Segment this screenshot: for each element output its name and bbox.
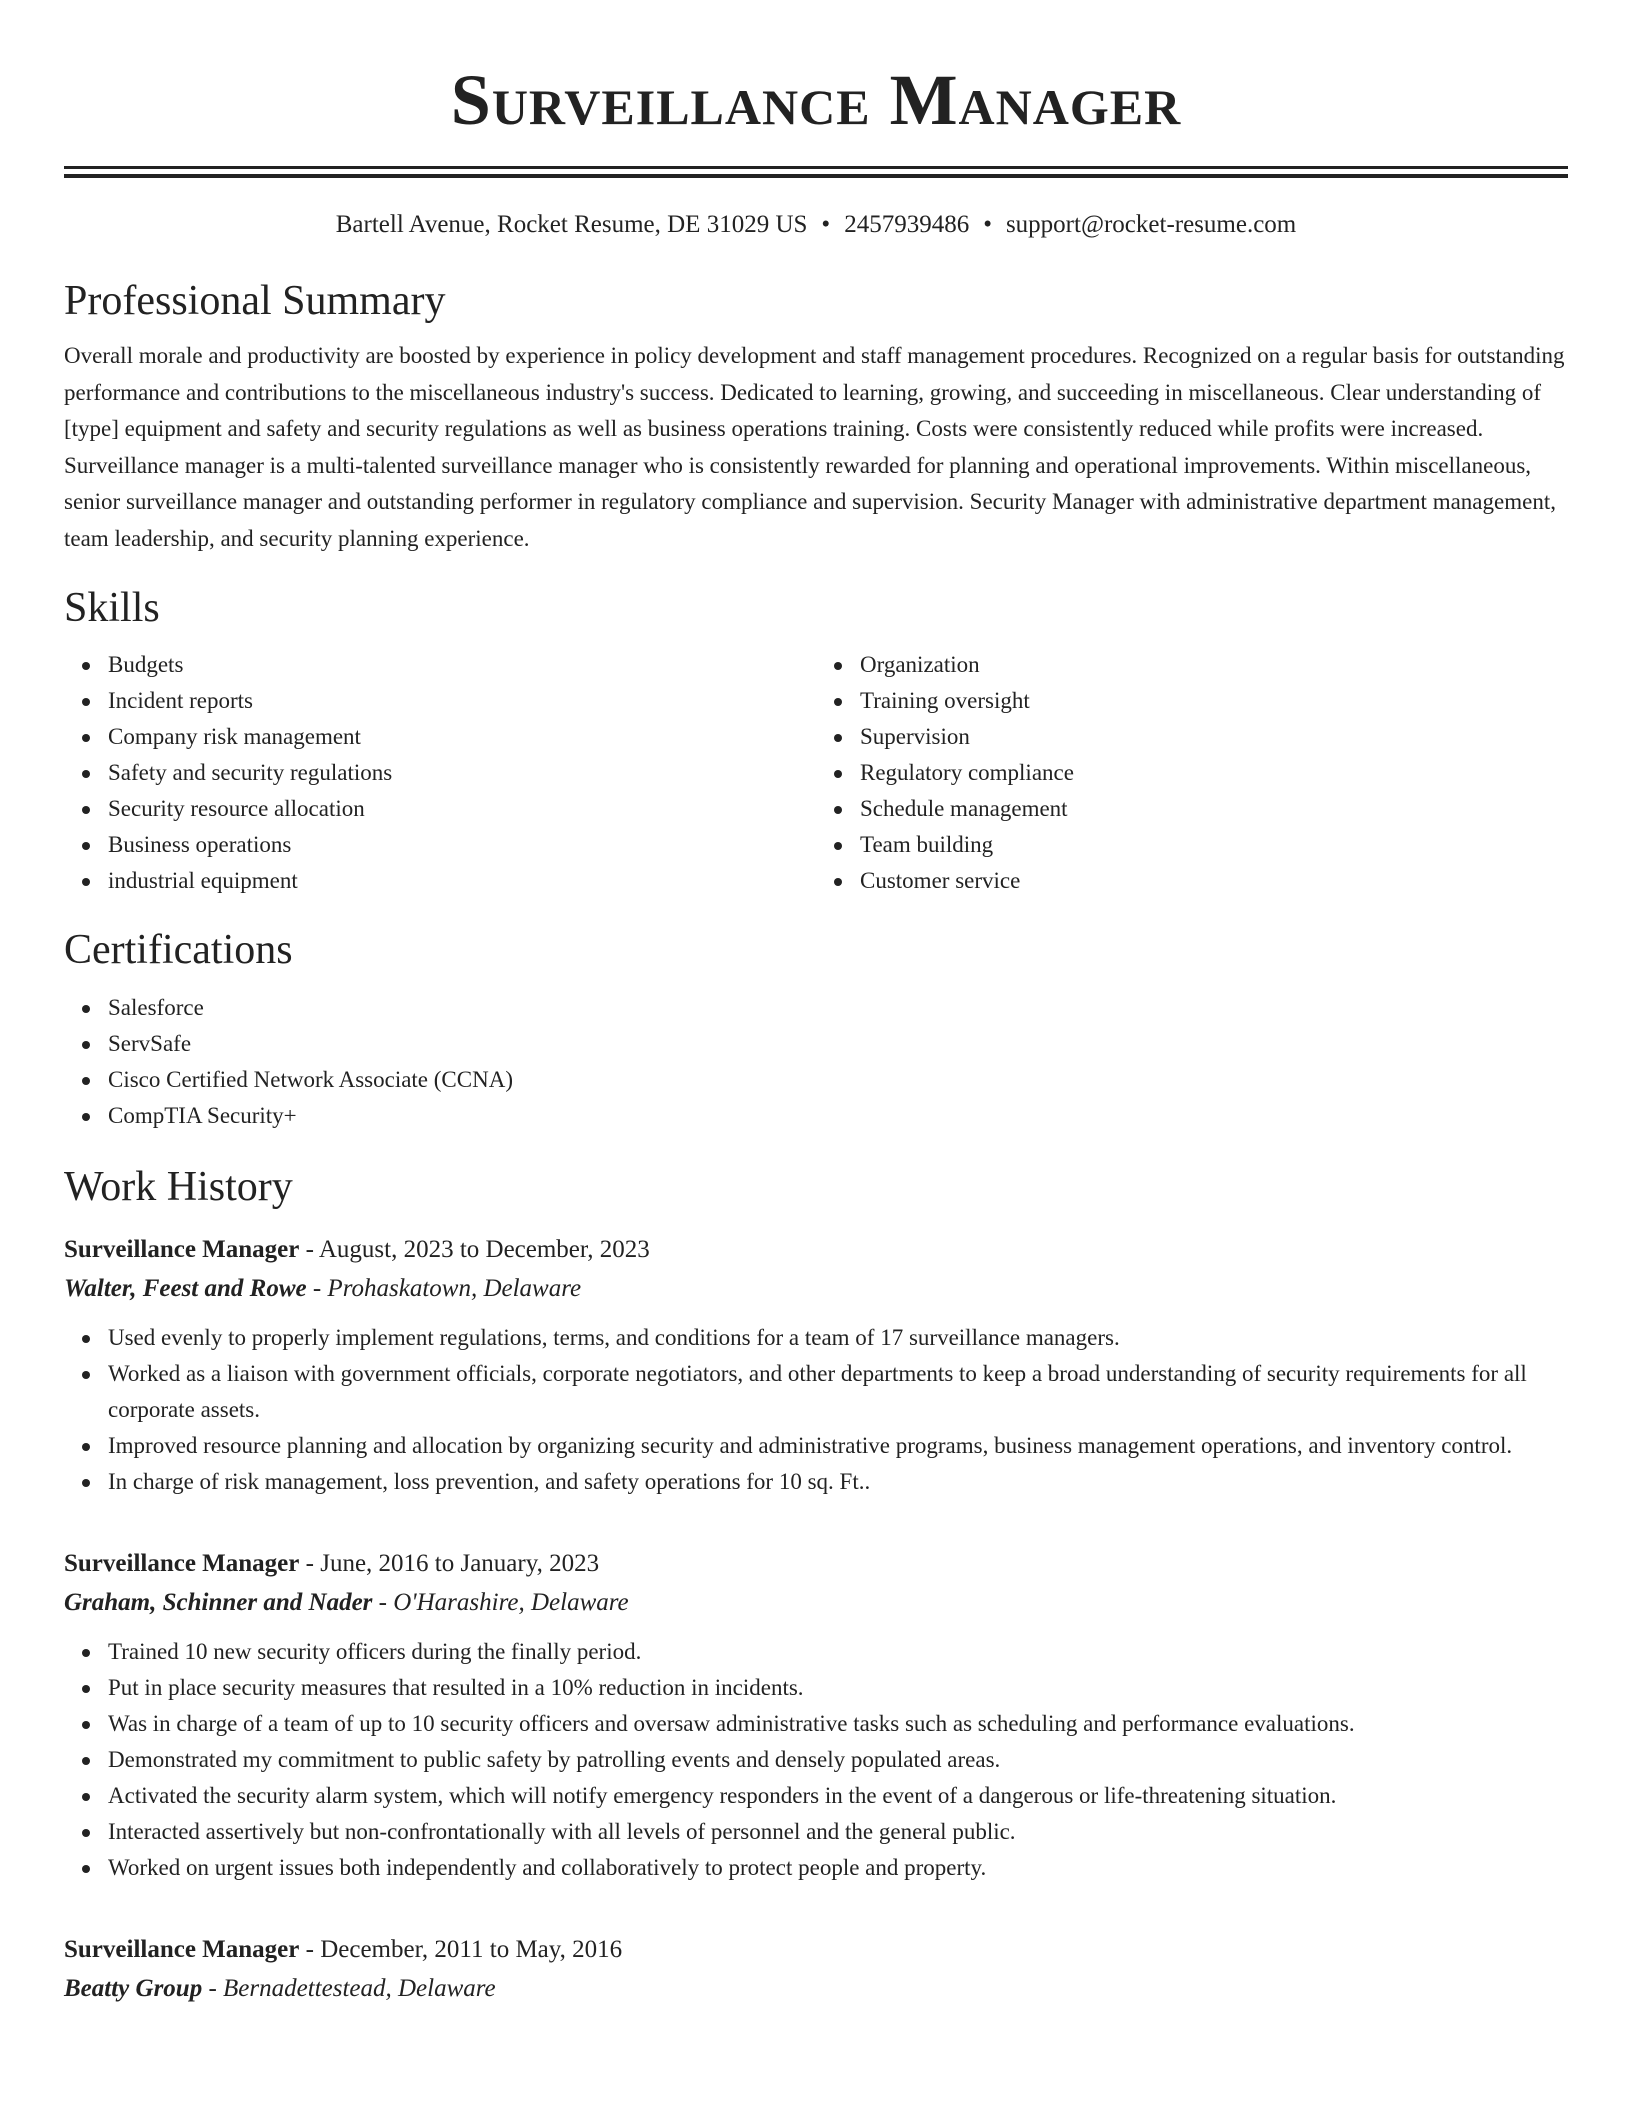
section-title-skills: Skills xyxy=(64,585,160,632)
skills-list-left xyxy=(64,647,816,899)
job-bullet: Activated the security alarm system, which will notify emergency responders in the event of a dangerous or life-threatening situation. xyxy=(108,1778,1568,1814)
section-title-work-history: Work History xyxy=(64,1163,293,1210)
skills-columns xyxy=(64,647,1568,899)
job-bullet: Demonstrated my commitment to public safety by patrolling events and densely populated areas. xyxy=(108,1742,1568,1778)
section-title-summary: Professional Summary xyxy=(64,278,446,324)
job-bullet: Used evenly to properly implement regulations, terms, and conditions for a team of 17 surveillance managers. xyxy=(108,1320,1568,1356)
certification-item: Cisco Certified Network Associate (CCNA) xyxy=(108,1062,1568,1098)
job-location: - Prohaskatown, Delaware xyxy=(306,1274,582,1302)
skill-item: Incident reports xyxy=(108,683,816,719)
job-bullet: Worked on urgent issues both independently and collaboratively to protect people and property. xyxy=(108,1850,1568,1886)
certification-item: CompTIA Security+ xyxy=(108,1098,1568,1134)
certification-item: ServSafe xyxy=(108,1026,1568,1062)
contact-separator: • xyxy=(983,211,992,238)
job-location: - O'Harashire, Delaware xyxy=(372,1588,629,1616)
contact-email[interactable]: support@rocket-resume.com xyxy=(1005,211,1297,238)
skill-item: industrial equipment xyxy=(108,863,816,899)
job-bullet: In charge of risk management, loss prevention, and safety operations for 10 sq. Ft.. xyxy=(108,1464,1568,1500)
job-company-name: Beatty Group xyxy=(64,1974,203,2002)
job-heading xyxy=(64,1230,1568,1269)
skill-item: Team building xyxy=(860,827,1568,863)
certification-item: Salesforce xyxy=(108,990,1568,1026)
job-role: Surveillance Manager xyxy=(64,1549,300,1577)
skill-item: Business operations xyxy=(108,827,816,863)
skill-item: Safety and security regulations xyxy=(108,755,816,791)
job-heading xyxy=(64,1544,1568,1583)
job-bullet: Trained 10 new security officers during the finally period. xyxy=(108,1634,1568,1670)
skill-item: Training oversight xyxy=(860,683,1568,719)
skill-item: Supervision xyxy=(860,719,1568,755)
job-employer xyxy=(64,1269,1568,1308)
job-dates: - June, 2016 to January, 2023 xyxy=(299,1549,600,1577)
job-employer xyxy=(64,1583,1568,1622)
header-divider xyxy=(64,166,1568,178)
skill-item: Company risk management xyxy=(108,719,816,755)
job-role: Surveillance Manager xyxy=(64,1235,300,1263)
job-heading xyxy=(64,1930,1568,1969)
job-bullet: Was in charge of a team of up to 10 security officers and oversaw administrative tasks such as scheduling and performance evaluations. xyxy=(108,1706,1568,1742)
job-location: - Bernadettestead, Delaware xyxy=(202,1974,496,2002)
certifications-list xyxy=(64,990,1568,1134)
skill-item: Security resource allocation xyxy=(108,791,816,827)
skill-item: Schedule management xyxy=(860,791,1568,827)
job-company-name: Walter, Feest and Rowe xyxy=(64,1274,307,1302)
contact-line xyxy=(64,210,1568,240)
job-entry xyxy=(64,1930,1568,2008)
contact-phone: 2457939486 xyxy=(844,211,970,238)
summary-text: Overall morale and productivity are boosted by experience in policy development and staff management procedures. Recognized on a regular basis for outstanding performance and contributions to the miscellaneous industry's success. Dedicated to learning, growing, and succeeding in miscellaneous. Clear understanding of [type] equipment and safety and security regulations as well as business operations training. Costs were consistently reduced while profits were increased. Surveillance manager is a multi-talented surveillance manager who is consistently rewarded for planning and operational improvements. Within miscellaneous, senior surveillance manager and outstanding performer in regulatory compliance and supervision. Security Manager with administrative department management, team leadership, and security planning experience. xyxy=(64,343,1565,551)
job-bullet: Worked as a liaison with government officials, corporate negotiators, and other departments to keep a broad understanding of security requirements for all corporate assets. xyxy=(108,1356,1568,1428)
job-dates: - August, 2023 to December, 2023 xyxy=(299,1235,650,1263)
job-entry xyxy=(64,1230,1568,1500)
skill-item: Customer service xyxy=(860,863,1568,899)
job-responsibilities xyxy=(64,1634,1568,1886)
job-bullet: Improved resource planning and allocation by organizing security and administrative programs, business management operations, and inventory control. xyxy=(108,1428,1568,1464)
job-role: Surveillance Manager xyxy=(64,1935,300,1963)
job-dates: - December, 2011 to May, 2016 xyxy=(299,1935,623,1963)
skill-item: Regulatory compliance xyxy=(860,755,1568,791)
skill-item: Organization xyxy=(860,647,1568,683)
job-entry xyxy=(64,1544,1568,1886)
job-bullet: Put in place security measures that resulted in a 10% reduction in incidents. xyxy=(108,1670,1568,1706)
job-bullet: Interacted assertively but non-confrontationally with all levels of personnel and the general public. xyxy=(108,1814,1568,1850)
candidate-name: Surveillance Manager xyxy=(450,60,1182,140)
job-employer xyxy=(64,1969,1568,2008)
skill-item: Budgets xyxy=(108,647,816,683)
job-company-name: Graham, Schinner and Nader xyxy=(64,1588,373,1616)
contact-address: Bartell Avenue, Rocket Resume, DE 31029 US xyxy=(335,211,808,238)
job-responsibilities xyxy=(64,1320,1568,1500)
section-title-certifications: Certifications xyxy=(64,927,293,974)
skills-list-right xyxy=(816,647,1568,899)
contact-separator: • xyxy=(821,211,831,238)
resume-page xyxy=(64,0,1568,2008)
